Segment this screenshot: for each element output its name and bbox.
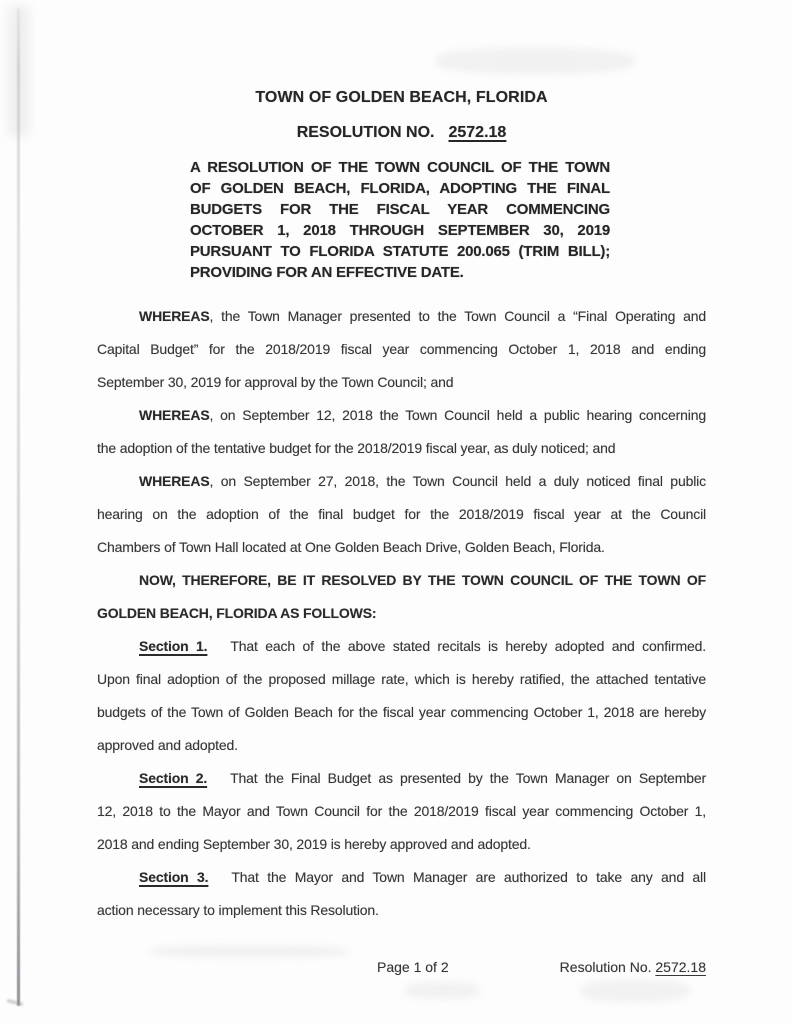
resolution-number-label: RESOLUTION NO. [296,124,435,141]
doc-line: budgets of the Town of Golden Beach for the fiscal year commencing October 1, 2018 are hereby [97,704,706,720]
heading-line: OCTOBER 1, 2018 THROUGH SEPTEMBER 30, 2019 [190,222,610,239]
doc-line: action necessary to implement this Resolution. [97,902,379,918]
scan-artifact-bleedthrough [580,980,690,1002]
page-number: Page 1 of 2 [377,959,449,975]
section-3-label: Section 3. [139,869,209,885]
heading-line: BUDGETS FOR THE FISCAL YEAR COMMENCING [190,201,610,218]
whereas-clause-3: WHEREAS, on September 27, 2018, the Town Council held a duly noticed final public [139,473,706,489]
scan-artifact-left-halo [8,6,30,136]
doc-line: Chambers of Town Hall located at One Golden Beach Drive, Golden Beach, Florida. [97,539,605,555]
page-title: TOWN OF GOLDEN BEACH, FLORIDA [255,89,548,106]
whereas-keyword: WHEREAS [139,407,210,423]
footer-resolution-value: 2572.18 [655,959,706,975]
footer-resolution-number [560,957,706,977]
doc-line: September 30, 2019 for approval by the Town Council; and [97,374,454,390]
doc-line: Upon final adoption of the proposed millage rate, which is hereby ratified, the attached tentative [97,671,706,687]
whereas-keyword: WHEREAS [139,308,210,324]
heading-line: A RESOLUTION OF THE TOWN COUNCIL OF THE TOWN [190,159,610,176]
section-2-paragraph: Section 2. That the Final Budget as presented by the Town Manager on September [139,770,706,786]
heading-line: PROVIDING FOR AN EFFECTIVE DATE. [190,264,464,281]
section-1-paragraph: Section 1. That each of the above stated recitals is hereby adopted and confirmed. [139,638,706,654]
doc-line: approved and adopted. [97,737,238,753]
resolution-body [97,300,706,927]
scan-artifact-bleedthrough [150,946,350,957]
footer-resolution-label: Resolution No. [559,959,652,975]
doc-line: the adoption of the tentative budget for the 2018/2019 fiscal year, as duly noticed; and [97,440,616,456]
section-1-label: Section 1. [139,638,208,654]
section-3-paragraph: Section 3. That the Mayor and Town Manager are authorized to take any and all [139,869,706,885]
scan-artifact-left-edge-foot [7,999,23,1006]
page-footer [97,957,706,979]
doc-line: 12, 2018 to the Mayor and Town Council for the 2018/2019 fiscal year commencing October 1, [97,803,706,819]
scan-artifact-bleedthrough [405,982,480,999]
doc-line: GOLDEN BEACH, FLORIDA AS FOLLOWS: [97,605,377,621]
heading-line: OF GOLDEN BEACH, FLORIDA, ADOPTING THE FINAL [190,180,610,197]
therefore-clause: NOW, THEREFORE, BE IT RESOLVED BY THE TOWN COUNCIL OF THE TOWN OF [139,572,706,588]
resolution-number-line [97,123,706,143]
doc-line: 2018 and ending September 30, 2019 is hereby approved and adopted. [97,836,531,852]
whereas-clause-2: WHEREAS, on September 12, 2018 the Town Council held a public hearing concerning [139,407,706,423]
resolution-number: 2572.18 [448,124,507,141]
heading-line: PURSUANT TO FLORIDA STATUTE 200.065 (TRIM BILL); [190,243,610,260]
whereas-keyword: WHEREAS [139,473,210,489]
doc-line: hearing on the adoption of the final budget for the 2018/2019 fiscal year at the Council [97,506,706,522]
resolution-heading [190,157,610,283]
section-2-label: Section 2. [139,770,208,786]
whereas-clause-1: WHEREAS, the Town Manager presented to the Town Council a “Final Operating and [139,308,706,324]
document-page [97,0,706,927]
doc-line: Capital Budget” for the 2018/2019 fiscal year commencing October 1, 2018 and ending [97,341,706,357]
scan-artifact-left-edge [17,8,20,1006]
